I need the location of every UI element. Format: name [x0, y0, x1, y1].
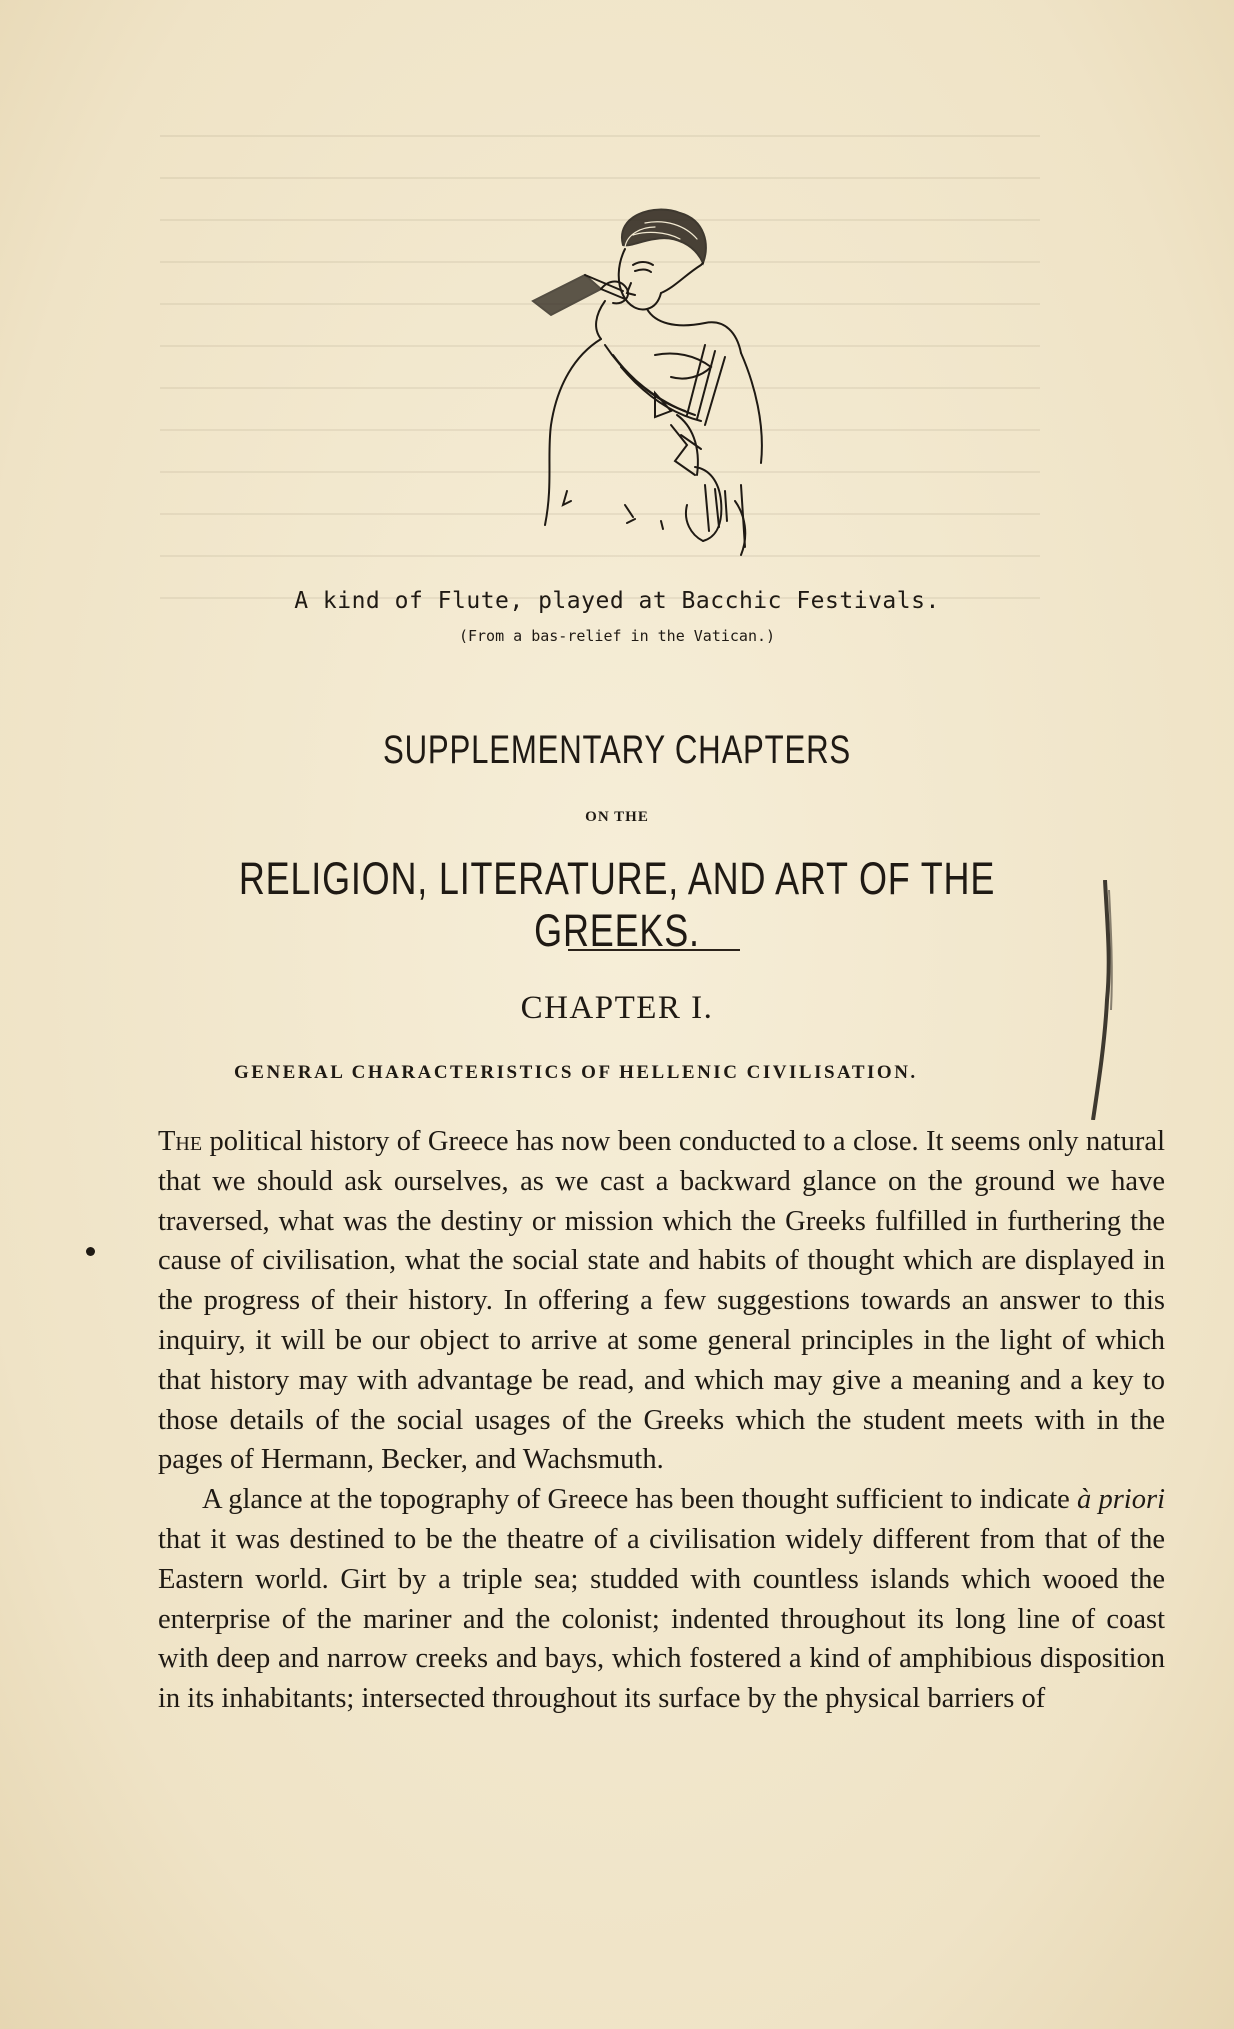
paragraph-2: [158, 1480, 1165, 1719]
supplementary-title: SUPPLEMENTARY CHAPTERS: [383, 728, 851, 772]
paragraph-2-text-a: A glance at the topography of Greece has been thought sufficient to indicate: [202, 1484, 1078, 1516]
flute-player-illustration: [505, 205, 835, 565]
paragraph-1: [158, 1122, 1165, 1480]
subject-title: RELIGION, LITERATURE, AND ART OF THE GREEKS.: [238, 853, 996, 956]
chapter-title: GENERAL CHARACTERISTICS OF HELLENIC CIVILISATION.: [234, 1062, 918, 1083]
ink-streak: [1085, 880, 1125, 1120]
paragraph-2-text-b: that it was destined to be the theatre of a civilisation widely different from that of the Eastern world. Girt by a triple sea; studded with countless islands which wooed the enterprise of the mariner and the colonist; indented throughout its long line of coast with deep and narrow creeks and bays, which fostered a kind of amphibious disposition in its inhabitants; intersected throughout its surface by the physical barriers of: [158, 1523, 1165, 1715]
figure-credit: (From a bas-relief in the Vatican.): [458, 627, 776, 645]
stray-ink-dot: [86, 1247, 95, 1256]
body-text: [158, 1122, 1165, 1719]
italic-a-priori: à priori: [1077, 1484, 1165, 1516]
figure-caption: A kind of Flute, played at Bacchic Festivals.: [294, 588, 940, 614]
chapter-number: CHAPTER I.: [520, 990, 714, 1026]
on-the-connector: ON THE: [585, 809, 649, 825]
title-rule: [568, 949, 740, 951]
paragraph-lead-word: The: [158, 1126, 203, 1157]
paragraph-1-text: political history of Greece has now been conducted to a close. It seems only natural that we should ask ourselves, as we cast a backward glance on the ground we have traversed, what was the destiny or mission which the Greeks fulfilled in furthering the cause of civilisation, what the social state and habits of thought which are displayed in the progress of their history. In offering a few suggestions towards an answer to this inquiry, it will be our object to arrive at some general principles in the light of which that history may with advantage be read, and which may give a meaning and a key to those details of the social usages of the Greeks which the student meets with in the pages of Hermann, Becker, and Wachsmuth.: [158, 1126, 1165, 1476]
